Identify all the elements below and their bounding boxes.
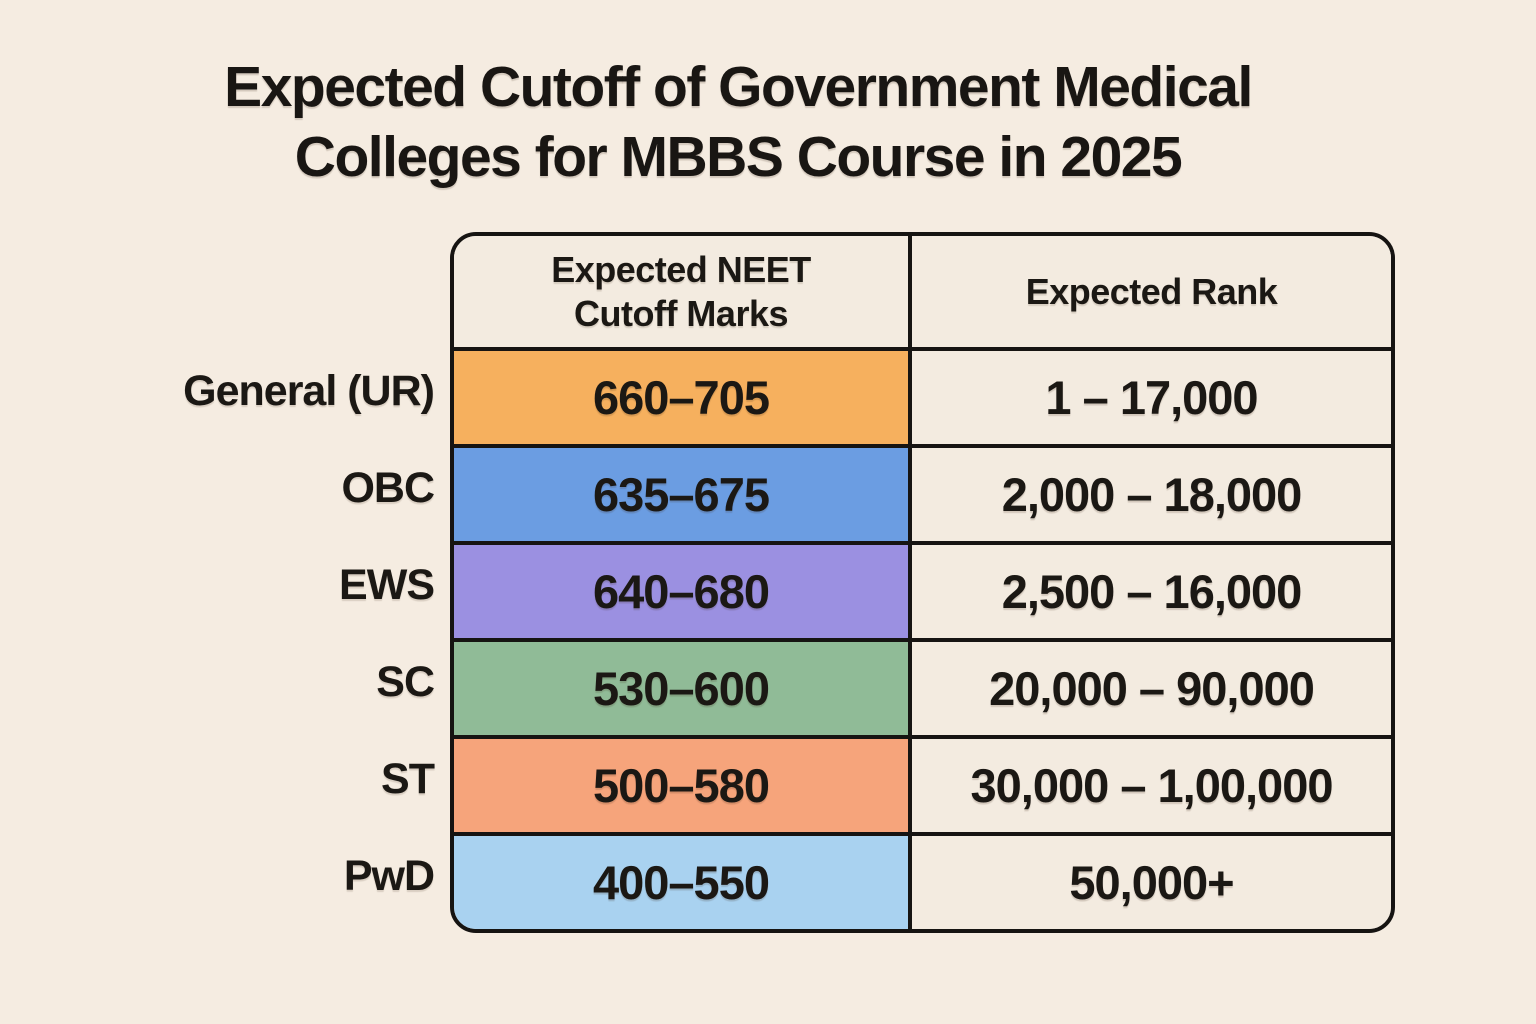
cutoff-infographic [130, 232, 1395, 933]
row-label-sc: SC [376, 658, 434, 706]
row-label-ews: EWS [339, 561, 434, 609]
rank-cell-sc: 20,000 – 90,000 [908, 638, 1391, 735]
row-label-st: ST [381, 755, 434, 803]
rank-cell-pwd: 50,000+ [908, 832, 1391, 929]
labels-header-spacer [130, 232, 434, 343]
rank-cell-general-ur: 1 – 17,000 [908, 347, 1391, 444]
page-title-line2: Colleges for MBBS Course in 2025 [294, 125, 1182, 189]
marks-cell-pwd: 400–550 [454, 832, 908, 929]
cutoff-table [450, 232, 1395, 933]
rank-cell-ews: 2,500 – 16,000 [908, 541, 1391, 638]
marks-cell-ews: 640–680 [454, 541, 908, 638]
category-labels-column [130, 232, 434, 925]
marks-cell-obc: 635–675 [454, 444, 908, 541]
marks-cell-sc: 530–600 [454, 638, 908, 735]
row-label-pwd: PwD [343, 852, 434, 900]
marks-cell-general-ur: 660–705 [454, 347, 908, 444]
row-label-obc: OBC [341, 464, 434, 512]
marks-cell-st: 500–580 [454, 735, 908, 832]
column-header-rank: Expected Rank [908, 236, 1391, 347]
page-title-line1: Expected Cutoff of Government Medical [224, 55, 1252, 119]
row-label-general-ur: General (UR) [183, 367, 434, 415]
page-title [0, 52, 1476, 192]
rank-cell-obc: 2,000 – 18,000 [908, 444, 1391, 541]
column-header-marks: Expected NEET Cutoff Marks [454, 236, 908, 347]
rank-cell-st: 30,000 – 1,00,000 [908, 735, 1391, 832]
